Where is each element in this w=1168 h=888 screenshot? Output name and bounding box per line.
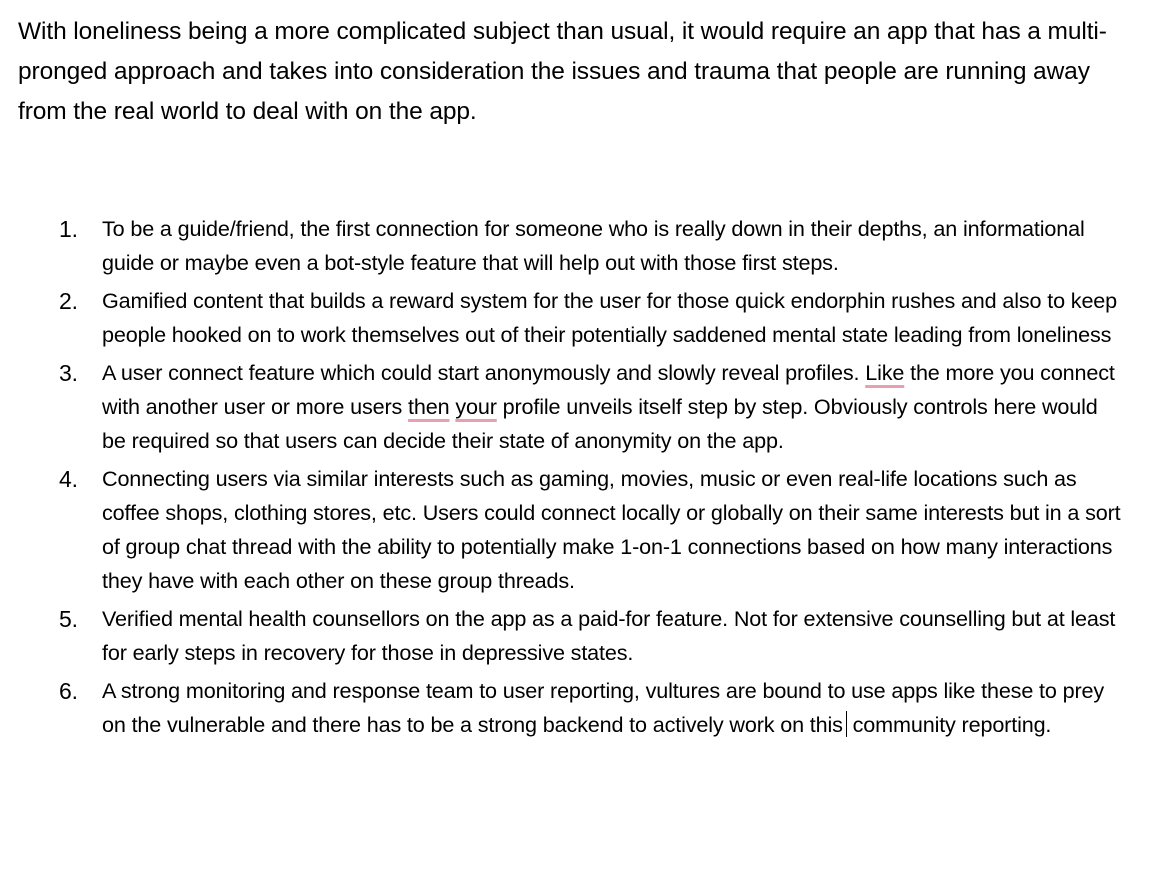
list-item-text: Gamified content that builds a reward system for the user for those quick endorphin rushes and also to keep people hooked on to work themselves out of their potentially saddened mental state leading from loneliness	[102, 288, 1118, 347]
list-number: 2.	[59, 288, 78, 314]
list-item-text: Verified mental health counsellors on the app as a paid-for feature. Not for extensive counselling but at least for early steps in recovery for those in depressive states.	[102, 606, 1116, 665]
list-number: 5.	[59, 606, 78, 632]
list-item-text: profile unveils itself step by step. Obviously controls here would be required so that users can decide their state of anonymity on the app.	[102, 394, 1098, 453]
list-item-text: community reporting.	[846, 712, 1052, 737]
list-item	[0, 674, 1122, 742]
grammar-flag-like[interactable]: Like	[865, 360, 905, 385]
list-item	[0, 462, 1122, 598]
list-item-text: A user connect feature which could start anonymously and slowly reveal profiles.	[102, 360, 866, 385]
list-item	[0, 602, 1122, 670]
list-number: 4.	[59, 466, 78, 492]
list-item	[0, 284, 1122, 352]
numbered-list	[0, 212, 1168, 746]
list-number: 1.	[59, 216, 78, 242]
list-item	[0, 356, 1122, 458]
list-item	[0, 212, 1122, 280]
intro-paragraph: With loneliness being a more complicated subject than usual, it would require an app that has a multi-pronged approach and takes into consideration the issues and trauma that people are running away from the real world to deal with on the app.	[18, 18, 1107, 125]
list-number: 6.	[59, 678, 78, 704]
grammar-flag-then[interactable]: then	[408, 394, 450, 419]
list-item-text: A strong monitoring and response team to user reporting, vultures are bound to use apps like these to prey on the vulnerable and there has to be a strong backend to actively work on this	[102, 678, 1105, 737]
list-number: 3.	[59, 360, 78, 386]
list-item-text: the more you connect with another user or more users	[102, 360, 1115, 419]
list-item-text: Connecting users via similar interests such as gaming, movies, music or even real-life locations such as coffee shops, clothing stores, etc. Users could connect locally or globally on their same interests but in a sort of group chat thread with the ability to potentially make 1-on-1 connections based on how many interactions they have with each other on these group threads.	[102, 466, 1121, 593]
grammar-flag-your[interactable]: your	[455, 394, 497, 419]
list-item-text: To be a guide/friend, the first connection for someone who is really down in their depths, an informational guide or maybe even a bot-style feature that will help out with those first steps.	[102, 216, 1085, 275]
